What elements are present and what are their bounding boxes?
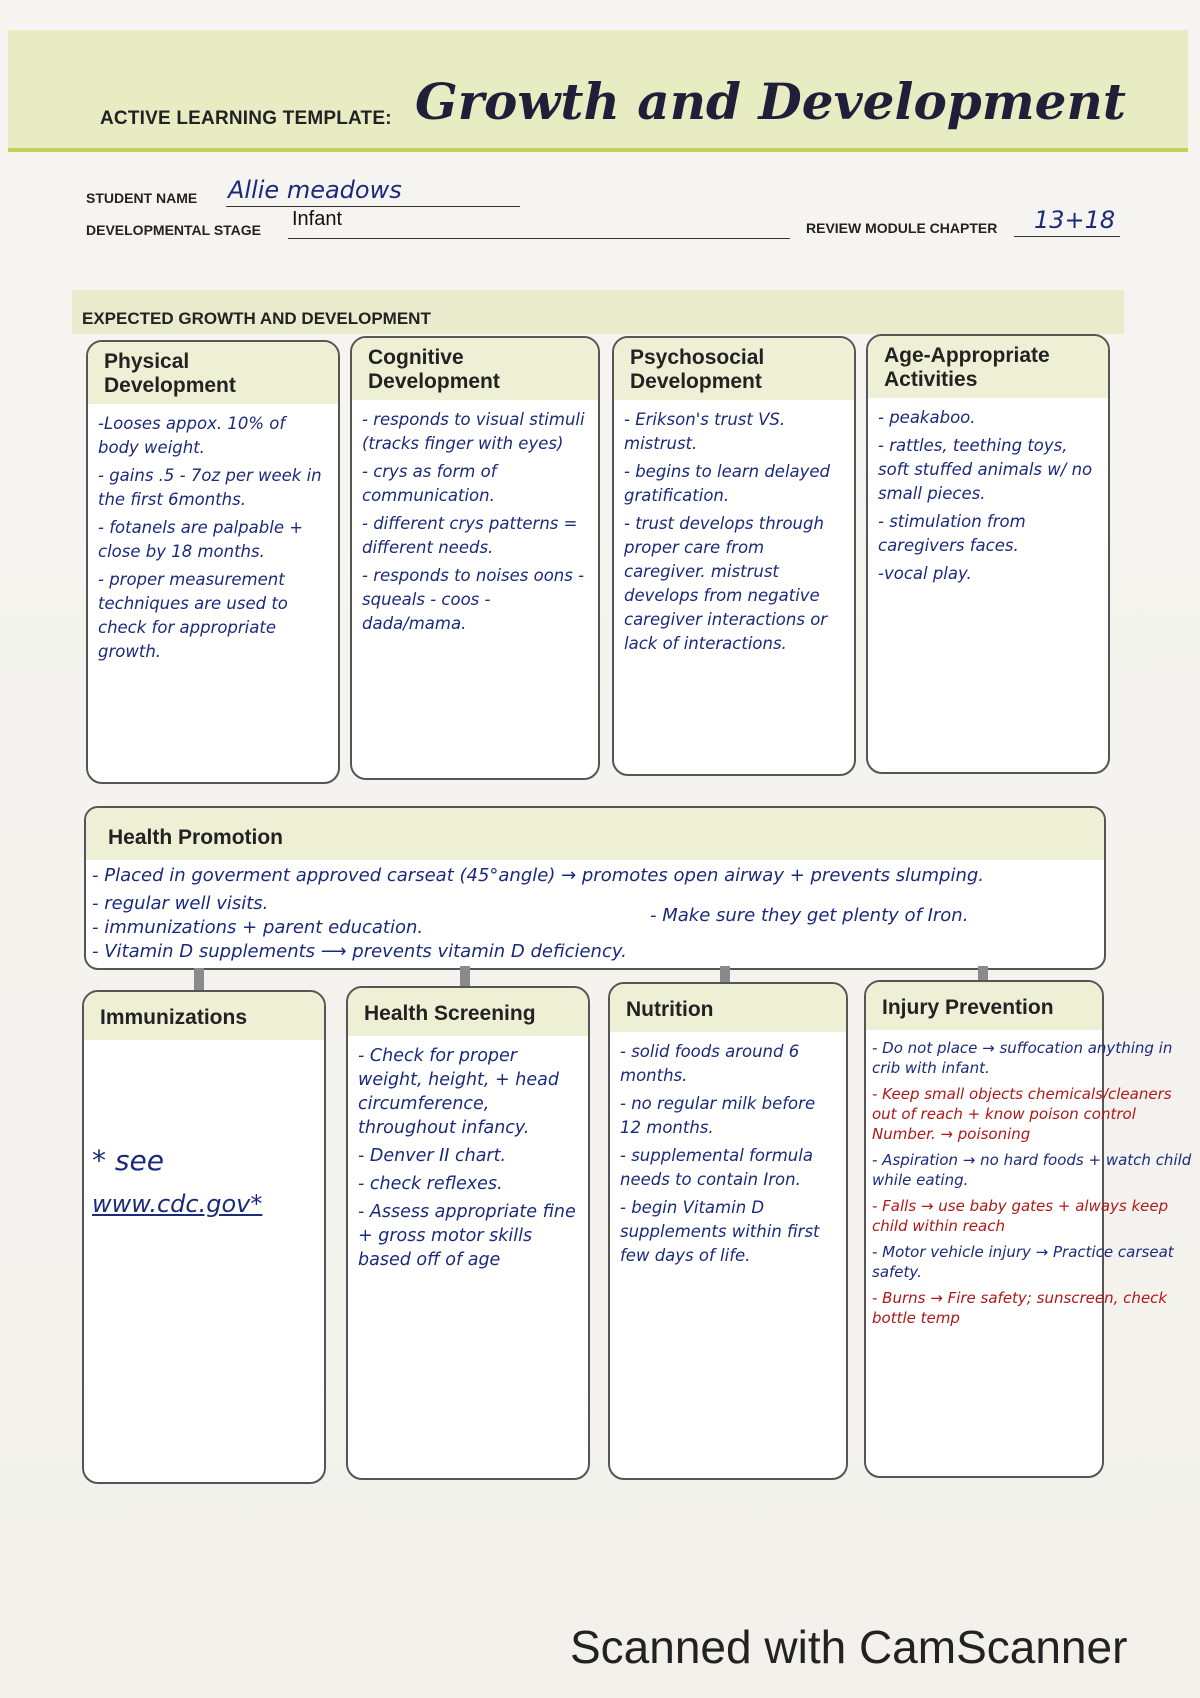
developmental-stage-line: [288, 238, 790, 239]
injury-prevention-box: [864, 980, 1192, 1478]
psychosocial-development-heading: Psychosocial Development: [614, 338, 854, 400]
health-screening-heading: Health Screening: [348, 988, 588, 1036]
review-chapter-label: REVIEW MODULE CHAPTER: [806, 220, 998, 236]
scanner-watermark: Scanned with CamScanner: [570, 1621, 1128, 1673]
template-label: ACTIVE LEARNING TEMPLATE:: [100, 108, 392, 129]
expected-section-title: EXPECTED GROWTH AND DEVELOPMENT: [82, 309, 431, 328]
nutrition-notes: [610, 1032, 846, 1278]
list-item: - Keep small objects chemicals/cleaners out of reach + know poison control Number. → poisoning: [872, 1085, 1172, 1143]
list-item: - check reflexes.: [358, 1174, 503, 1194]
list-item: - gains .5 - 7oz per week in the first 6months.: [98, 466, 322, 509]
list-item: - Denver II chart.: [358, 1146, 507, 1166]
list-item: - no regular milk before 12 months.: [620, 1094, 816, 1137]
physical-development-box: [86, 340, 340, 784]
list-item: - proper measurement techniques are used to check for appropriate growth.: [98, 570, 288, 661]
physical-development-notes: [88, 404, 338, 674]
list-item: - peakaboo.: [878, 408, 976, 427]
student-name-value: Allie meadows: [228, 176, 402, 204]
health-screening-box: [346, 986, 590, 1480]
developmental-stage-value: Infant: [292, 208, 343, 230]
list-item: - Check for proper weight, height, + head circumference, throughout infancy.: [358, 1046, 559, 1138]
list-item: - solid foods around 6 months.: [620, 1042, 800, 1085]
list-item: - fotanels are palpable + close by 18 months.: [98, 518, 304, 561]
age-appropriate-activities-notes: [868, 398, 1108, 596]
student-name-label: STUDENT NAME: [86, 190, 198, 206]
nutrition-box: [608, 982, 848, 1480]
list-item: - crys as form of communication.: [362, 462, 497, 505]
list-item: - trust develops through proper care from caregiver. mistrust develops from negative caregiver interactions or lack of interactions.: [624, 514, 828, 653]
list-item: -vocal play.: [878, 564, 972, 583]
immunizations-note: * see: [92, 1144, 164, 1177]
list-item: - supplemental formula needs to contain Iron.: [620, 1146, 813, 1189]
health-screening-notes: [348, 1036, 588, 1282]
student-name-line: [226, 206, 520, 207]
list-item: - regular well visits.: [92, 893, 269, 914]
list-item: - Aspiration → no hard foods + watch child while eating.: [872, 1151, 1192, 1189]
psychosocial-development-box: [612, 336, 856, 776]
template-title: Growth and Development: [415, 72, 1126, 131]
list-item: - different crys patterns = different needs.: [362, 514, 578, 557]
list-item: - Make sure they get plenty of Iron.: [650, 905, 969, 926]
cognitive-development-notes: [352, 400, 598, 646]
list-item: - rattles, teething toys, soft stuffed animals w/ no small pieces.: [878, 436, 1093, 503]
review-chapter-line: [1014, 236, 1120, 237]
list-item: - stimulation from caregivers faces.: [878, 512, 1026, 555]
list-item: - responds to visual stimuli (tracks finger with eyes): [362, 410, 585, 453]
age-appropriate-activities-box: [866, 334, 1110, 774]
immunizations-heading: Immunizations: [84, 992, 324, 1040]
health-promotion-heading: Health Promotion: [86, 808, 1104, 860]
psychosocial-development-notes: [614, 400, 854, 666]
list-item: - Burns → Fire safety; sunscreen, check bottle temp: [872, 1289, 1168, 1327]
list-item: -Looses appox. 10% of body weight.: [98, 414, 286, 457]
list-item: - begins to learn delayed gratification.: [624, 462, 831, 505]
injury-prevention-heading: Injury Prevention: [866, 982, 1102, 1030]
list-item: - responds to noises oons - squeals - coos - dada/mama.: [362, 566, 585, 633]
cognitive-development-heading: Cognitive Development: [352, 338, 598, 400]
cognitive-development-box: [350, 336, 600, 780]
immunizations-box: [82, 990, 326, 1484]
review-chapter-value: 13+18: [1034, 206, 1116, 234]
nutrition-heading: Nutrition: [610, 984, 846, 1032]
list-item: - Do not place → suffocation anything in crib with infant.: [872, 1039, 1173, 1077]
list-item: - Motor vehicle injury → Practice carseat safety.: [872, 1243, 1174, 1281]
list-item: - Falls → use baby gates + always keep child within reach: [872, 1197, 1169, 1235]
developmental-stage-label: DEVELOPMENTAL STAGE: [86, 222, 262, 238]
immunizations-link-note: www.cdc.gov*: [92, 1190, 263, 1218]
list-item: - Placed in goverment approved carseat (45°angle) → promotes open airway + prevents slumping.: [92, 865, 985, 886]
list-item: - Erikson's trust VS. mistrust.: [624, 410, 786, 453]
list-item: - Vitamin D supplements ⟶ prevents vitamin D deficiency.: [92, 941, 627, 962]
list-item: - immunizations + parent education.: [92, 917, 424, 938]
physical-development-heading: Physical Development: [88, 342, 338, 404]
age-appropriate-activities-heading: Age-Appropriate Activities: [868, 336, 1108, 398]
injury-prevention-notes: [866, 1030, 1200, 1340]
list-item: - Assess appropriate fine + gross motor skills based off of age: [358, 1202, 576, 1270]
list-item: - begin Vitamin D supplements within first few days of life.: [620, 1198, 820, 1265]
